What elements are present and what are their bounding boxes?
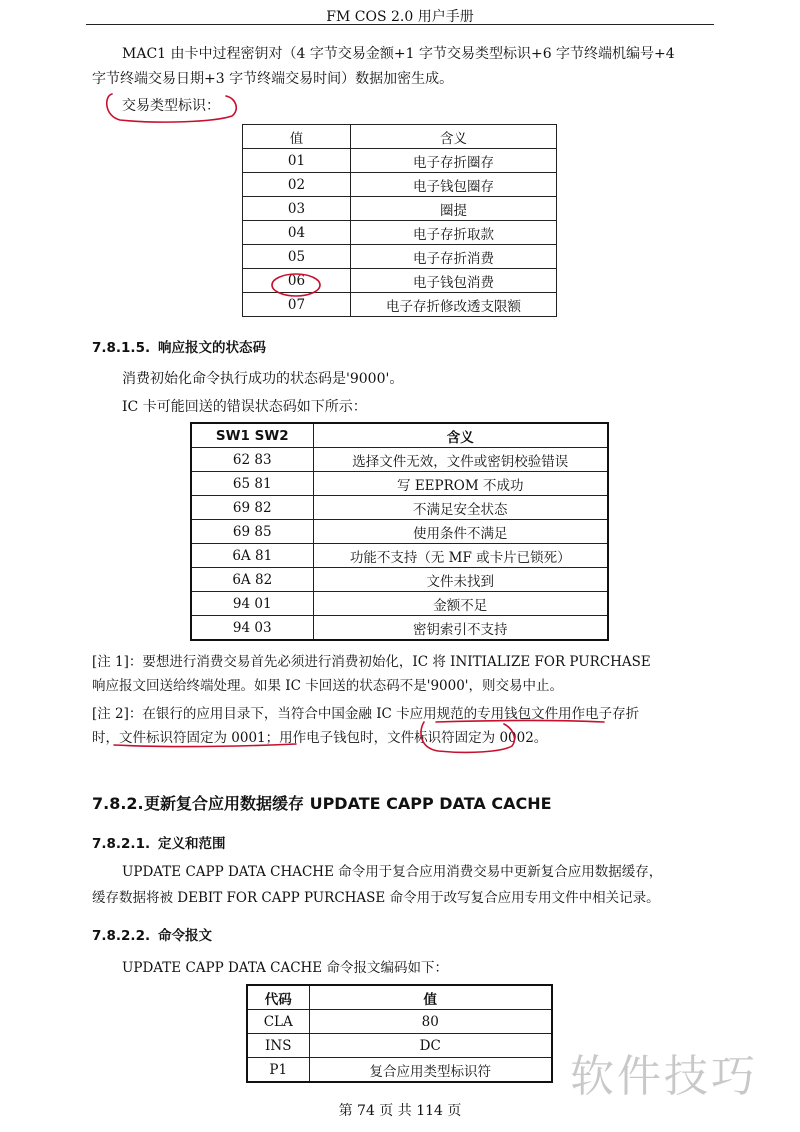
type-code: 06	[243, 269, 351, 293]
type-code: 02	[243, 173, 351, 197]
table-header-row	[247, 985, 552, 1010]
status-meaning: 不满足安全状态	[313, 496, 608, 520]
definition-line-1: UPDATE CAPP DATA CHACHE 命令用于复合应用消费交易中更新复合应用数据缓存，	[122, 864, 663, 880]
table-row	[191, 520, 608, 544]
status-meaning: 文件未找到	[313, 568, 608, 592]
status-code: 69 82	[191, 496, 313, 520]
table-row	[247, 1010, 552, 1034]
table-row	[243, 269, 557, 293]
section-heading-7821	[92, 832, 226, 852]
section-title: 更新复合应用数据缓存 UPDATE CAPP DATA CACHE	[144, 794, 552, 813]
table-row	[247, 1058, 552, 1083]
transaction-type-label: 交易类型标识：	[122, 98, 220, 114]
table-header-cell: SW1 SW2	[191, 423, 313, 448]
command-value: 复合应用类型标识符	[309, 1058, 552, 1083]
status-meaning: 写 EEPROM 不成功	[313, 472, 608, 496]
command-intro: UPDATE CAPP DATA CACHE 命令报文编码如下：	[122, 960, 448, 976]
page-header-title: FM COS 2.0 用户手册	[326, 9, 474, 25]
status-code: 69 85	[191, 520, 313, 544]
table-header-cell: 值	[309, 985, 552, 1010]
type-meaning: 圈提	[351, 197, 557, 221]
table-row	[247, 1034, 552, 1058]
table-header-cell: 含义	[313, 423, 608, 448]
status-meaning: 金额不足	[313, 592, 608, 616]
note-2-line-1: [注 2]：在银行的应用目录下，当符合中国金融 IC 卡应用规范的专用钱包文件用作电子存折	[92, 706, 640, 722]
status-code: 94 01	[191, 592, 313, 616]
page-footer: 第 74 页 共 114 页	[338, 1103, 462, 1119]
table-row	[243, 245, 557, 269]
status-code: 6A 82	[191, 568, 313, 592]
status-code-table	[190, 422, 609, 641]
table-row	[191, 616, 608, 641]
command-table	[246, 984, 553, 1083]
table-header-cell: 代码	[247, 985, 309, 1010]
type-code: 01	[243, 149, 351, 173]
status-meaning: 使用条件不满足	[313, 520, 608, 544]
intro-line-1: MAC1 由卡中过程密钥对（4 字节交易金额+1 字节交易类型标识+6 字节终端机编号+4	[122, 46, 675, 62]
table-header-cell: 含义	[351, 125, 557, 149]
type-meaning: 电子存折修改透支限额	[351, 293, 557, 317]
status-code: 62 83	[191, 448, 313, 472]
watermark: 软件技巧	[570, 1051, 758, 1102]
table-row	[191, 448, 608, 472]
section-number: 7.8.1.5.	[92, 340, 151, 356]
section-number: 7.8.2.1.	[92, 836, 151, 852]
status-code: 6A 81	[191, 544, 313, 568]
command-code: P1	[247, 1058, 309, 1083]
table-row	[243, 293, 557, 317]
note-2-line-2: 时，文件标识符固定为 0001；用作电子钱包时，文件标识符固定为 0002。	[92, 730, 548, 746]
command-value: 80	[309, 1010, 552, 1034]
type-meaning: 电子钱包圈存	[351, 173, 557, 197]
table-row	[191, 544, 608, 568]
command-value: DC	[309, 1034, 552, 1058]
section-heading-7815	[92, 336, 266, 356]
type-meaning: 电子存折取款	[351, 221, 557, 245]
table-row	[243, 149, 557, 173]
table-row	[243, 197, 557, 221]
command-code: INS	[247, 1034, 309, 1058]
intro-line-2: 字节终端交易日期+3 字节终端交易时间）数据加密生成。	[92, 71, 454, 87]
definition-line-2: 缓存数据将被 DEBIT FOR CAPP PURCHASE 命令用于改写复合应用专用文件中相关记录。	[92, 890, 660, 906]
section-number: 7.8.2.	[92, 794, 144, 813]
section-title: 命令报文	[158, 928, 212, 944]
status-meaning: 选择文件无效，文件或密钥校验错误	[313, 448, 608, 472]
transaction-type-table	[242, 124, 557, 317]
type-code: 03	[243, 197, 351, 221]
section-number: 7.8.2.2.	[92, 928, 151, 944]
table-row	[243, 173, 557, 197]
command-code: CLA	[247, 1010, 309, 1034]
type-code: 04	[243, 221, 351, 245]
table-row	[191, 496, 608, 520]
section-title: 定义和范围	[158, 836, 226, 852]
note-1-line-2: 响应报文回送给终端处理。如果 IC 卡回送的状态码不是'9000'，则交易中止。	[92, 678, 564, 694]
error-status-intro: IC 卡可能回送的错误状态码如下所示：	[122, 399, 367, 415]
table-row	[243, 221, 557, 245]
type-meaning: 电子存折圈存	[351, 149, 557, 173]
table-header-row	[243, 125, 557, 149]
status-code: 94 03	[191, 616, 313, 641]
section-heading-7822	[92, 924, 212, 944]
type-code: 05	[243, 245, 351, 269]
section-title: 响应报文的状态码	[158, 340, 266, 356]
success-status-text: 消费初始化命令执行成功的状态码是'9000'。	[122, 371, 404, 387]
status-meaning: 功能不支持（无 MF 或卡片已锁死）	[313, 544, 608, 568]
note-1-line-1: [注 1]：要想进行消费交易首先必须进行消费初始化，IC 将 INITIALIZE FOR PURCHASE	[92, 654, 651, 670]
type-meaning: 电子钱包消费	[351, 269, 557, 293]
status-code: 65 81	[191, 472, 313, 496]
table-row	[191, 472, 608, 496]
table-header-cell: 值	[243, 125, 351, 149]
table-row	[191, 568, 608, 592]
table-header-row	[191, 423, 608, 448]
table-row	[191, 592, 608, 616]
type-meaning: 电子存折消费	[351, 245, 557, 269]
header-rule	[86, 24, 714, 25]
type-code: 07	[243, 293, 351, 317]
status-meaning: 密钥索引不支持	[313, 616, 608, 641]
section-heading-782	[92, 791, 552, 814]
